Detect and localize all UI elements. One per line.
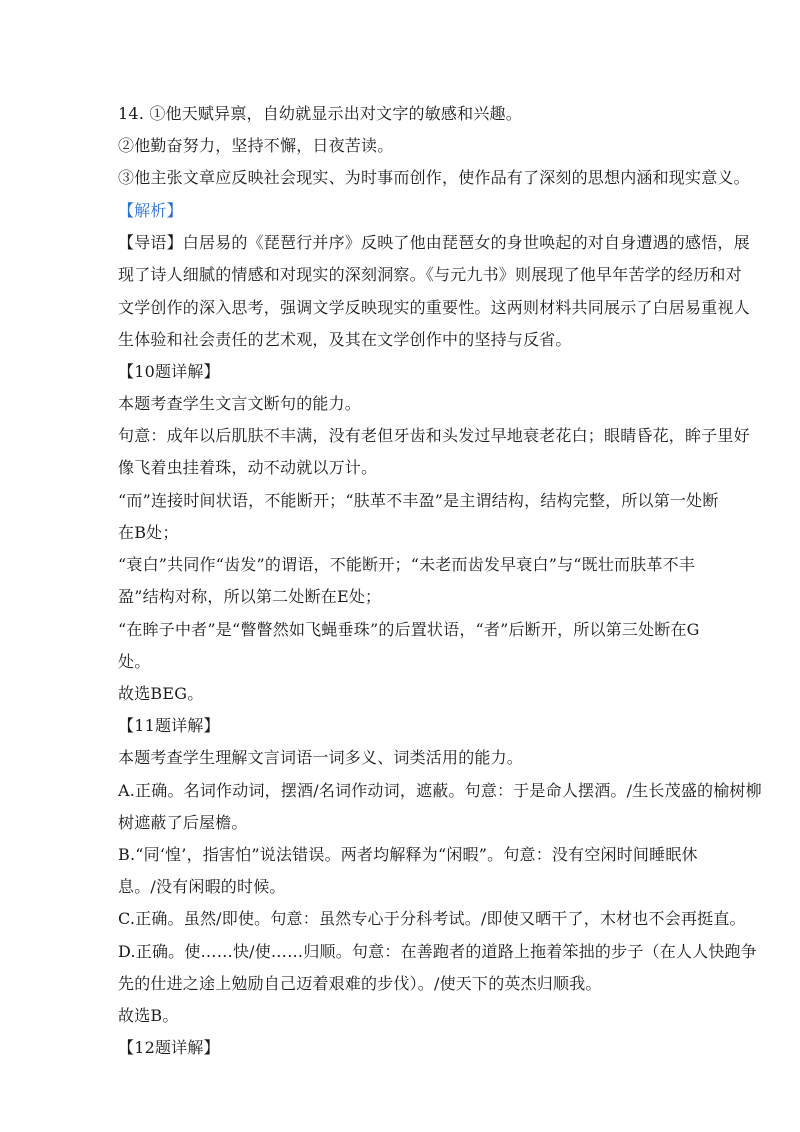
intro-line-1: 【导语】白居易的《琵琶行并序》反映了他由琵琶女的身世唤起的对自身遭遇的感悟，展: [118, 233, 750, 252]
q11-answer: 故选B。: [118, 1006, 179, 1025]
q11-line-4: B.“同‘惶’，指害怕”说法错误。两者均解释为“闲暇”。句意：没有空闲时间睡眠休: [118, 845, 698, 864]
q12-heading: 【12题详解】: [118, 1038, 220, 1057]
q10-line-3: 像飞着虫挂着珠，动不动就以万计。: [118, 458, 378, 477]
q10-answer: 故选BEG。: [118, 684, 204, 703]
q10-heading: 【10题详解】: [118, 362, 220, 381]
answer-line-3: ③他主张文章应反映社会现实、为时事而创作，使作品有了深刻的思想内涵和现实意义。: [118, 168, 750, 187]
answer-line-1: 14. ①他天赋异禀，自幼就显示出对文字的敏感和兴趣。: [118, 104, 522, 123]
q10-line-8: “在眸子中者”是“瞥瞥然如飞蝇垂珠”的后置状语，“者”后断开，所以第三处断在G: [118, 620, 700, 639]
q10-line-2: 句意：成年以后肌肤不丰满，没有老但牙齿和头发过早地衰老花白；眼睛昏花，眸子里好: [118, 426, 750, 445]
q10-line-7: 盈”结构对称，所以第二处断在E处；: [118, 587, 382, 606]
q10-line-1: 本题考查学生文言文断句的能力。: [118, 394, 362, 413]
q11-line-1: 本题考查学生理解文言词语一词多义、词类活用的能力。: [118, 748, 524, 767]
analysis-heading: 【解析】: [118, 201, 183, 220]
q11-line-3: 树遮蔽了后屋檐。: [118, 813, 248, 832]
intro-line-4: 生体验和社会责任的艺术观，及其在文学创作中的坚持与反省。: [118, 330, 572, 349]
q10-line-5: 在B处；: [118, 523, 179, 542]
q10-line-6: “衰白”共同作“齿发”的谓语，不能断开；“未老而齿发早衰白”与“既壮而肤革不丰: [118, 555, 696, 574]
q10-line-9: 处。: [118, 652, 151, 671]
q11-line-6: C.正确。虽然/即使。句意：虽然专心于分科考试。/即使又晒干了，木材也不会再挺直。: [118, 909, 746, 928]
q11-line-8: 先的仕进之途上勉励自己迈着艰难的步伐）。/使天下的英杰归顺我。: [118, 974, 602, 993]
q10-line-4: “而”连接时间状语，不能断开；“肤革不丰盈”是主谓结构，结构完整，所以第一处断: [118, 491, 719, 510]
q11-heading: 【11题详解】: [118, 716, 220, 735]
q11-line-7: D.正确。使……快/使……归顺。句意：在善跑者的道路上拖着笨拙的步子（在人人快跑争: [118, 942, 757, 961]
intro-line-2: 现了诗人细腻的情感和对现实的深刻洞察。《与元九书》则展现了他早年苦学的经历和对: [118, 265, 742, 284]
answer-line-2: ②他勤奋努力，坚持不懈，日夜苦读。: [118, 136, 394, 155]
q11-line-2: A.正确。名词作动词，摆酒/名词作动词，遮蔽。句意：于是命人摆酒。/生长茂盛的榆树柳: [118, 781, 762, 800]
intro-line-3: 文学创作的深入思考，强调文学反映现实的重要性。这两则材料共同展示了白居易重视人: [118, 298, 750, 317]
q11-line-5: 息。/没有闲暇的时候。: [118, 877, 286, 896]
